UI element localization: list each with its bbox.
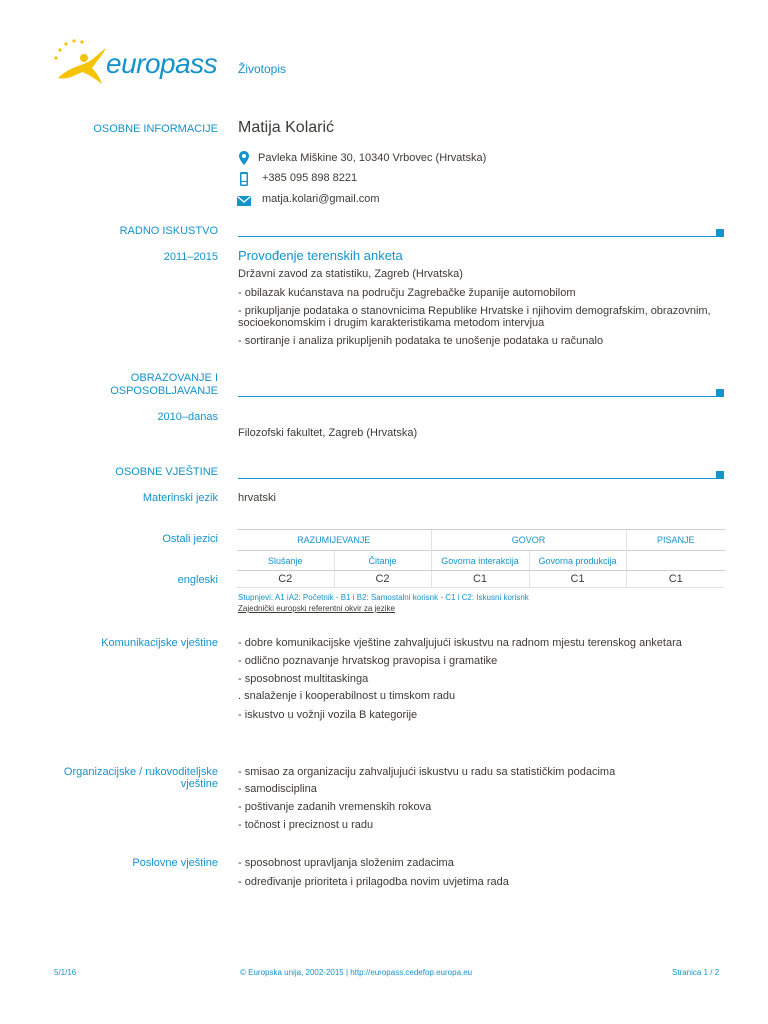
phone: +385 095 898 8221 <box>262 172 358 184</box>
address: Pavleka Miškine 30, 10340 Vrbovec (Hrvatska) <box>258 152 487 164</box>
language-skills-table <box>237 529 725 588</box>
section-label-personal: OSOBNE INFORMACIJE <box>93 123 218 135</box>
job-skills-label: Poslovne vještine <box>132 857 218 869</box>
communication-item: - odlično poznavanje hrvatskog pravopisa i gramatike <box>238 655 498 667</box>
col-production: Govorna produkcija <box>529 551 626 571</box>
group-speaking: GOVOR <box>431 530 626 551</box>
europass-figure-icon <box>50 38 112 90</box>
organisational-item: - točnost i preciznost u radu <box>238 819 374 831</box>
email-envelope-icon <box>236 193 252 209</box>
level-interaction: C1 <box>431 571 529 588</box>
level-reading: C2 <box>334 571 431 588</box>
page-separator: / <box>710 968 713 977</box>
col-listening: Slušanje <box>237 551 334 571</box>
page-total: 2 <box>714 968 720 977</box>
email[interactable]: matja.kolari@gmail.com <box>262 193 380 205</box>
communication-item: - iskustvo u vožnji vozila B kategorije <box>238 709 418 721</box>
logo-text: europass <box>106 48 218 79</box>
page-number: 1 <box>703 968 709 977</box>
organisational-item: - smisao za organizaciju zahvaljujući iskustvu u radu sa statističkim podacima <box>238 766 616 778</box>
level-production: C1 <box>529 571 626 588</box>
person-name: Matija Kolarić <box>238 119 335 136</box>
job-skill-item: - sposobnost upravljanja složenim zadacima <box>238 857 454 869</box>
group-writing: PISANJE <box>626 530 725 551</box>
communication-item: - dobre komunikacijske vještine zahvaljujući iskustvu na radnom mjestu terenskog anketara <box>238 637 682 649</box>
mobile-phone-icon <box>236 171 252 187</box>
education-period: 2010–danas <box>157 411 218 423</box>
job-skill-item: - određivanje prioriteta i prilagodba novim uvjetima rada <box>238 876 509 888</box>
doc-title: Životopis <box>238 62 287 76</box>
mother-tongue-label: Materinski jezik <box>142 492 218 504</box>
work-item: socioekonomskim i drugim karakteristikama metodom intervjua <box>238 317 545 329</box>
organisational-item: - poštivanje zadanih vremenskih rokova <box>238 801 432 813</box>
section-marker-education <box>716 389 724 397</box>
communication-item: - sposobnost multitaskinga <box>238 673 369 685</box>
work-item: - prikupljanje podataka o stanovnicima Republike Hrvatske i njihovim demografskim, obrazovnim, <box>238 305 711 317</box>
level-listening: C2 <box>237 571 334 588</box>
other-languages-label: Ostali jezici <box>162 533 218 545</box>
work-item: - obilazak kućanstava na području Zagrebačke županije automobilom <box>238 287 576 299</box>
section-rule-education <box>238 396 718 397</box>
col-reading: Čitanje <box>334 551 431 571</box>
organisational-label-1: Organizacijske / rukovoditeljske <box>63 766 218 778</box>
col-writing-blank <box>626 551 725 571</box>
section-label-education-1: OBRAZOVANJE I <box>130 372 218 384</box>
location-pin-icon <box>236 150 252 166</box>
footer-page <box>672 968 719 977</box>
mother-tongue: hrvatski <box>238 492 276 504</box>
education-institution: Filozofski fakultet, Zagreb (Hrvatska) <box>238 427 418 439</box>
language-name: engleski <box>177 574 218 586</box>
section-rule-work <box>238 236 718 237</box>
work-item: - sortiranje i analiza prikupljenih podataka te unošenje podataka u računalo <box>238 335 604 347</box>
level-writing: C1 <box>626 571 725 588</box>
footer-copyright[interactable]: © Europska unija, 2002-2015 | http://europass.cedefop.europa.eu <box>240 968 473 977</box>
organisational-item: - samodisciplina <box>238 783 317 795</box>
section-rule-skills <box>238 478 718 479</box>
organisational-label-2: vještine <box>180 778 218 790</box>
group-understanding: RAZUMIJEVANJE <box>237 530 431 551</box>
levels-note: Stupnjevi: A1 iA2: Početnik - B1 i B2: Samostalni korisnk - C1 i C2: Iskusni korisnk <box>238 593 529 602</box>
col-interaction: Govorna interakcija <box>431 551 529 571</box>
footer-date: 5/1/16 <box>54 968 77 977</box>
communication-item: . snalaženje i kooperabilnost u timskom radu <box>238 690 456 702</box>
section-label-work: RADNO ISKUSTVO <box>119 225 218 237</box>
section-label-skills: OSOBNE VJEŠTINE <box>115 466 218 478</box>
work-period: 2011–2015 <box>163 251 218 263</box>
section-label-education-2: OSPOSOBLJAVANJE <box>110 385 218 397</box>
page-label: Stranica <box>672 968 702 977</box>
europass-logo <box>50 38 220 90</box>
section-marker-work <box>716 229 724 237</box>
work-employer: Državni zavod za statistiku, Zagreb (Hrvatska) <box>238 268 463 280</box>
framework-link[interactable]: Zajednički europski referentni okvir za jezike <box>238 604 395 613</box>
work-title: Provođenje terenskih anketa <box>238 248 403 263</box>
communication-label: Komunikacijske vještine <box>101 637 218 649</box>
section-marker-skills <box>716 471 724 479</box>
